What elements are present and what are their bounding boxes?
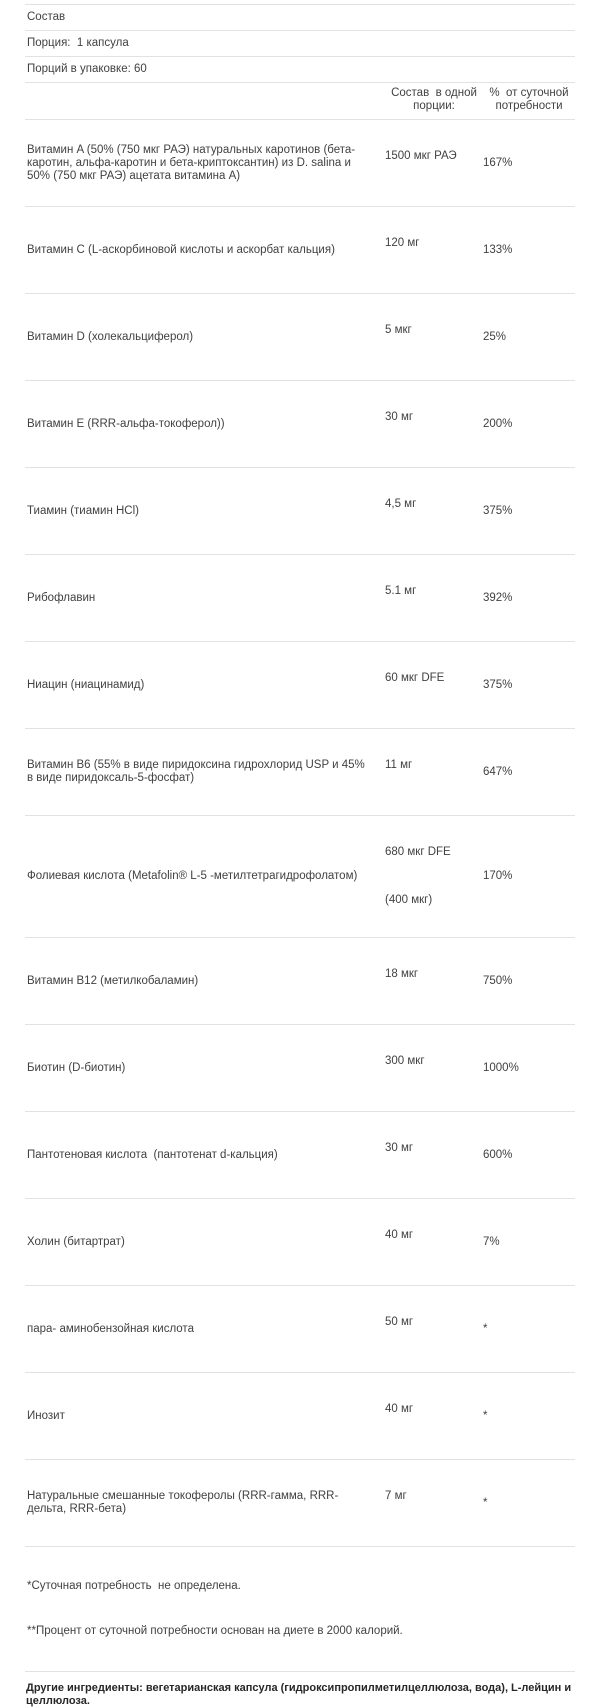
daily-value-percent: 375% xyxy=(483,642,575,729)
daily-value-percent: 7% xyxy=(483,1199,575,1286)
daily-value-percent: * xyxy=(483,1286,575,1373)
nutrient-row xyxy=(25,1025,575,1112)
daily-value-percent: 750% xyxy=(483,938,575,1025)
amount-value: 5.1 мг xyxy=(385,585,417,597)
daily-value-percent: 133% xyxy=(483,207,575,294)
nutrient-name: Витамин E (RRR-альфа-токоферол)) xyxy=(25,381,385,468)
nutrient-name: Ниацин (ниацинамид) xyxy=(25,642,385,729)
nutrient-name: Инозит xyxy=(25,1373,385,1460)
nutrient-amount-cell xyxy=(385,555,483,642)
amount-value: 7 мг xyxy=(385,1490,407,1502)
nutrient-row xyxy=(25,381,575,468)
daily-value-percent: 167% xyxy=(483,120,575,207)
nutrient-name: пара- аминобензойная кислота xyxy=(25,1286,385,1373)
nutrient-row xyxy=(25,294,575,381)
nutrient-amount-cell xyxy=(385,468,483,555)
amount-value: 4,5 мг xyxy=(385,498,417,510)
nutrient-amount-cell xyxy=(385,642,483,729)
amount-column-header xyxy=(385,83,483,120)
amount-value: 120 мг xyxy=(385,237,420,249)
nutrient-amount-cell xyxy=(385,1112,483,1199)
nutrient-row xyxy=(25,207,575,294)
amount-value: 50 мг xyxy=(385,1316,414,1328)
nutrient-name: Витамин D (холекальциферол) xyxy=(25,294,385,381)
nutrient-amount-cell xyxy=(385,294,483,381)
nutrient-name: Тиамин (тиамин HCl) xyxy=(25,468,385,555)
table-title: Состав xyxy=(25,5,575,31)
nutrient-row xyxy=(25,1460,575,1547)
nutrient-amount-cell xyxy=(385,729,483,816)
nutrient-row xyxy=(25,1286,575,1373)
amount-secondary-value: (400 мкг) xyxy=(385,894,433,906)
nutrient-name: Витамин B6 (55% в виде пиридоксина гидрохлорид USP и 45% в виде пиридоксаль-5-фосфат) xyxy=(25,729,385,816)
nutrient-name: Витамин C (L-аскорбиновой кислоты и аскорбат кальция) xyxy=(25,207,385,294)
footnotes-cell xyxy=(25,1547,575,1672)
nutrient-name: Витамин B12 (метилкобаламин) xyxy=(25,938,385,1025)
nutrient-amount-cell xyxy=(385,1286,483,1373)
amount-value: 1500 мкг РАЭ xyxy=(385,150,457,162)
footnotes-row xyxy=(25,1547,575,1672)
nutrient-row xyxy=(25,120,575,207)
column-header-spacer xyxy=(25,83,385,120)
daily-value-percent: * xyxy=(483,1460,575,1547)
nutrient-amount-cell xyxy=(385,1199,483,1286)
dv-column-header-line1: % от суточной xyxy=(489,87,569,99)
daily-value-percent: 375% xyxy=(483,468,575,555)
amount-value: 40 мг xyxy=(385,1403,414,1415)
daily-value-percent: * xyxy=(483,1373,575,1460)
daily-value-percent: 600% xyxy=(483,1112,575,1199)
nutrient-rows xyxy=(25,120,575,1547)
nutrient-name: Фолиевая кислота (Metafolin® L-5 -метилтетрагидрофолатом) xyxy=(25,816,385,938)
amount-column-header-line1: Состав в одной xyxy=(391,87,477,99)
servings-per-container-row xyxy=(25,57,575,83)
nutrient-amount-cell xyxy=(385,1025,483,1112)
nutrient-row xyxy=(25,938,575,1025)
footnote-calorie-diet: **Процент от суточной потребности основан на диете в 2000 калорий. xyxy=(27,1625,403,1637)
daily-value-percent: 647% xyxy=(483,729,575,816)
dv-column-header-line2: потребности xyxy=(495,100,563,112)
amount-value: 40 мг xyxy=(385,1229,414,1241)
nutrient-name: Холин (битартрат) xyxy=(25,1199,385,1286)
nutrient-row xyxy=(25,642,575,729)
dv-column-header xyxy=(483,83,575,120)
table-title-row xyxy=(25,5,575,31)
serving-size-row xyxy=(25,31,575,57)
nutrient-amount-cell xyxy=(385,120,483,207)
other-ingredients-text: Другие ингредиенты: вегетарианская капсула (гидроксипропилметилцеллюлоза, вода), L-лейцин и целлюлоза. xyxy=(26,1682,575,1707)
nutrient-name: Биотин (D-биотин) xyxy=(25,1025,385,1112)
servings-per-container-text: Порций в упаковке: 60 xyxy=(25,57,575,83)
amount-value: 680 мкг DFE xyxy=(385,846,451,858)
daily-value-percent: 170% xyxy=(483,816,575,938)
nutrient-row xyxy=(25,729,575,816)
amount-value: 30 мг xyxy=(385,411,414,423)
footnote-daily-value-not-established: *Суточная потребность не определена. xyxy=(27,1580,241,1592)
amount-value: 11 мг xyxy=(385,759,413,771)
amount-value: 60 мкг DFE xyxy=(385,672,445,684)
nutrient-name: Пантотеновая кислота (пантотенат d-кальция) xyxy=(25,1112,385,1199)
daily-value-percent: 1000% xyxy=(483,1025,575,1112)
nutrient-amount-cell xyxy=(385,938,483,1025)
nutrient-name: Рибофлавин xyxy=(25,555,385,642)
daily-value-percent: 200% xyxy=(483,381,575,468)
nutrient-amount-cell xyxy=(385,1373,483,1460)
nutrient-row xyxy=(25,1112,575,1199)
column-header-row xyxy=(25,83,575,120)
serving-size-text: Порция: 1 капсула xyxy=(25,31,575,57)
nutrient-row xyxy=(25,816,575,938)
nutrient-name: Витамин A (50% (750 мкг РАЭ) натуральных каротинов (бета-каротин, альфа-каротин и бета-криптоксантин) из D. salina и 50% (750 мкг РАЭ) ацетата витамина A) xyxy=(25,120,385,207)
nutrient-amount-cell xyxy=(385,381,483,468)
nutrient-amount-cell xyxy=(385,816,483,938)
nutrient-row xyxy=(25,555,575,642)
amount-value: 18 мкг xyxy=(385,968,419,980)
amount-value: 30 мг xyxy=(385,1142,414,1154)
supplement-facts-table xyxy=(25,4,575,1672)
amount-value: 5 мкг xyxy=(385,324,412,336)
nutrient-name: Натуральные смешанные токоферолы (RRR-гамма, RRR-дельта, RRR-бета) xyxy=(25,1460,385,1547)
amount-column-header-line2: порции: xyxy=(413,100,455,112)
nutrient-row xyxy=(25,468,575,555)
daily-value-percent: 25% xyxy=(483,294,575,381)
nutrient-amount-cell xyxy=(385,207,483,294)
nutrient-row xyxy=(25,1373,575,1460)
nutrient-amount-cell xyxy=(385,1460,483,1547)
daily-value-percent: 392% xyxy=(483,555,575,642)
amount-value: 300 мкг xyxy=(385,1055,425,1067)
nutrient-row xyxy=(25,1199,575,1286)
